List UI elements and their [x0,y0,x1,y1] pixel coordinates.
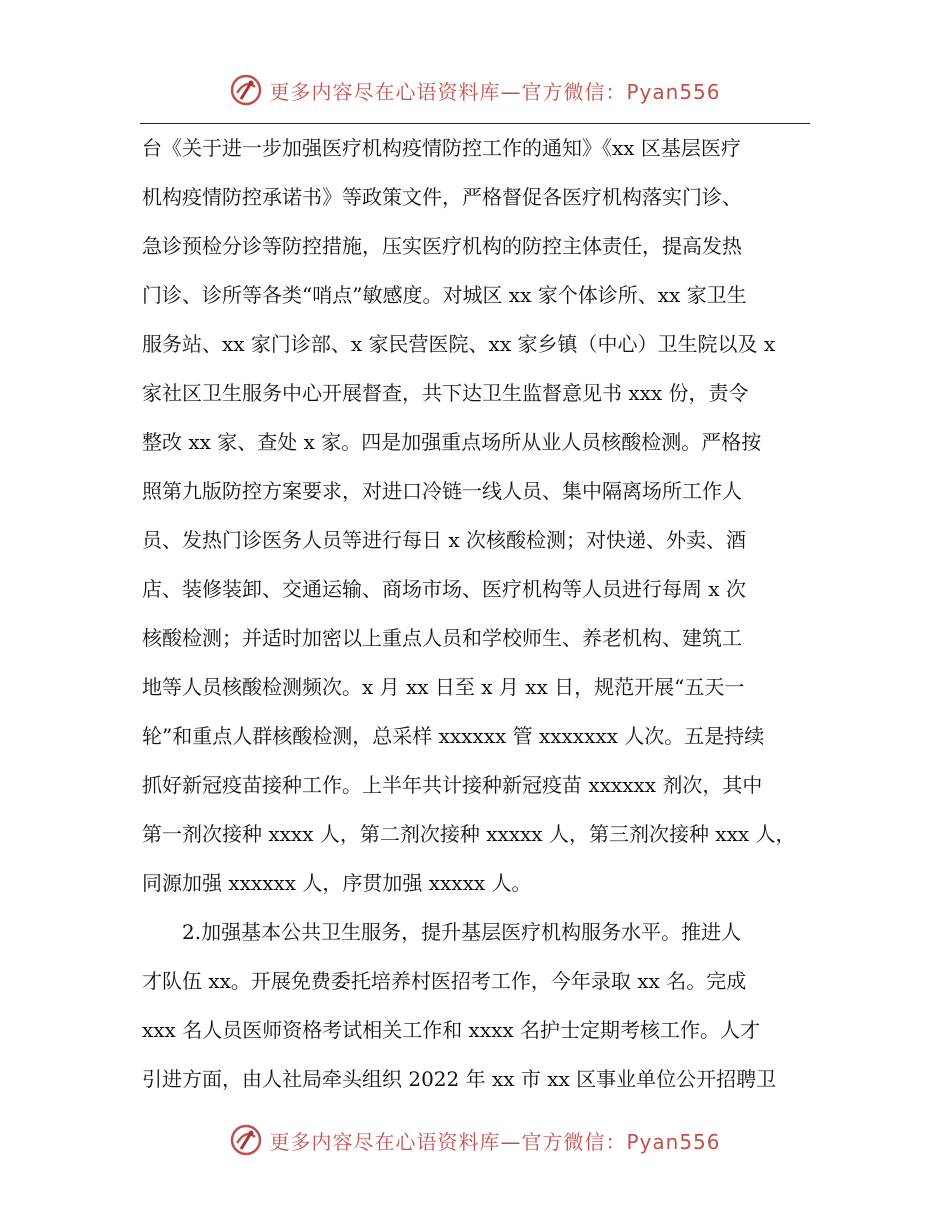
text-line: 2.加强基本公共卫生服务，提升基层医疗机构服务水平。推进人 [142,920,742,944]
text-line: xxx 名人员医师资格考试相关工作和 xxxx 名护士定期考核工作。人才 [142,1018,761,1042]
footer-watermark-label: 更多内容尽在心语资料库—官方微信： [269,1129,627,1154]
header-watermark [0,70,950,110]
text-line: 店、装修装卸、交通运输、商场市场、医疗机构等人员进行每周 x 次 [142,577,746,601]
header-wechat-id: Pyan556 [626,79,721,104]
text-line: 引进方面，由人社局牵头组织 2022 年 xx 市 xx 区事业单位公开招聘卫 [142,1067,777,1091]
text-line: 台《关于进一步加强医疗机构疫情防控工作的通知》《xx 区基层医疗 [142,136,741,160]
text-line: 服务站、xx 家门诊部、x 家民营医院、xx 家乡镇（中心）卫生院以及 x [142,332,776,356]
text-line: 门诊、诊所等各类“哨点”敏感度。对城区 xx 家个体诊所、xx 家卫生 [142,283,747,307]
text-line: 家社区卫生服务中心开展督查，共下达卫生监督意见书 xxx 份，责令 [142,381,749,405]
text-line: 才队伍 xx。开展免费委托培养村医招考工作，今年录取 xx 名。完成 [142,969,747,993]
text-line: 急诊预检分诊等防控措施，压实医疗机构的防控主体责任，提高发热 [142,234,742,258]
header-watermark-text [269,76,720,105]
text-line: 地等人员核酸检测频次。x 月 xx 日至 x 月 xx 日，规范开展“五天一 [142,675,745,699]
text-line: 轮”和重点人群核酸检测，总采样 xxxxxx 管 xxxxxxx 人次。五是持续 [142,724,765,748]
logo-icon [229,1123,263,1157]
document-body [142,124,810,1104]
text-line: 机构疫情防控承诺书》等政策文件，严格督促各医疗机构落实门诊、 [142,185,742,209]
text-line: 同源加强 xxxxxx 人，序贯加强 xxxxx 人。 [142,871,532,895]
footer-watermark-text [269,1126,720,1155]
text-line: 员、发热门诊医务人员等进行每日 x 次核酸检测；对快递、外卖、酒 [142,528,746,552]
text-line: 第一剂次接种 xxxx 人，第二剂次接种 xxxxx 人，第三剂次接种 xxx 人， [142,822,796,846]
logo-icon [229,73,263,107]
header-watermark-label: 更多内容尽在心语资料库—官方微信： [269,79,627,104]
footer-watermark [0,1120,950,1160]
text-line: 整改 xx 家、查处 x 家。四是加强重点场所从业人员核酸检测。严格按 [142,430,762,454]
text-line: 核酸检测；并适时加密以上重点人员和学校师生、养老机构、建筑工 [142,626,742,650]
text-line: 照第九版防控方案要求，对进口冷链一线人员、集中隔离场所工作人 [142,479,742,503]
text-line: 抓好新冠疫苗接种工作。上半年共计接种新冠疫苗 xxxxxx 剂次，其中 [142,773,763,797]
footer-wechat-id: Pyan556 [626,1129,721,1154]
